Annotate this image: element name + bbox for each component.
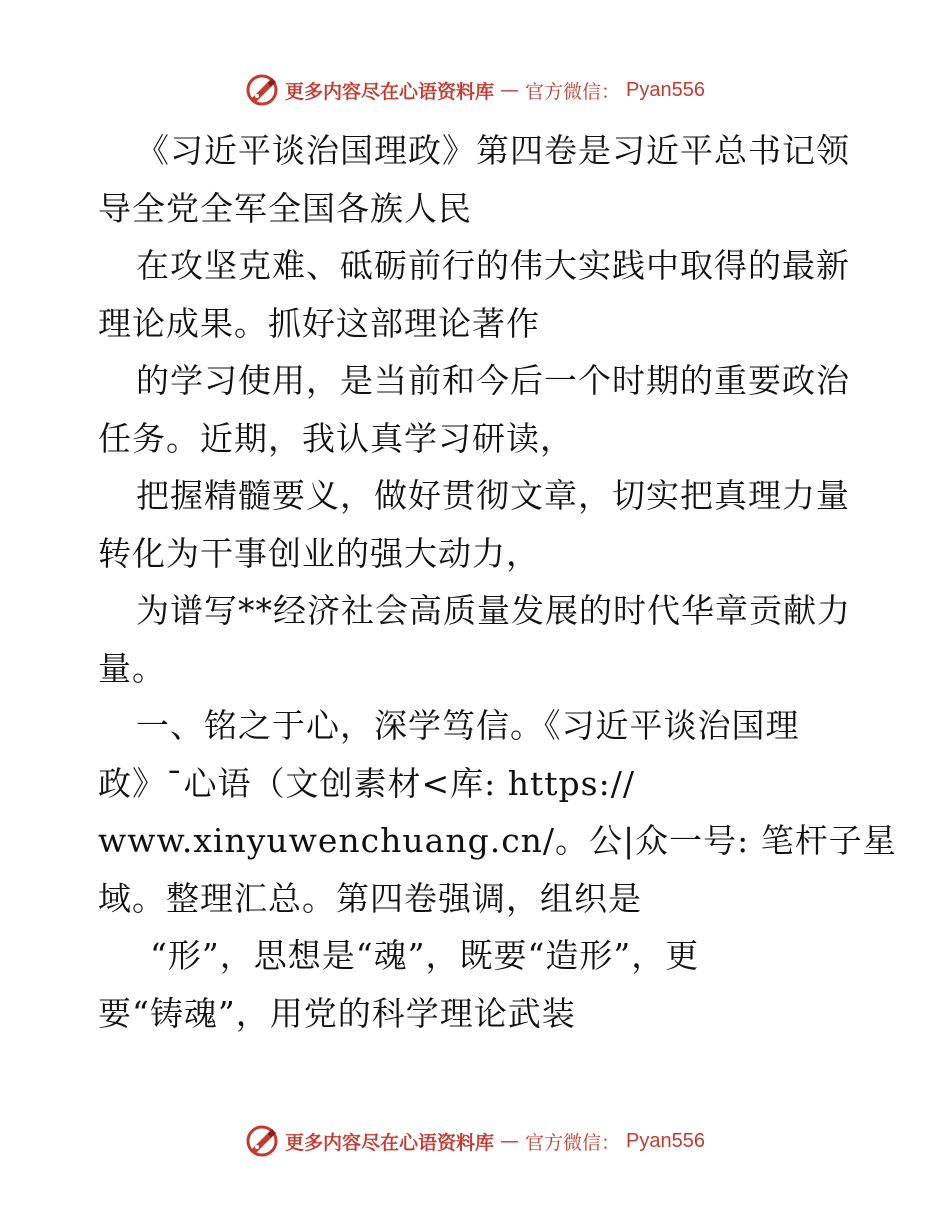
body-line: “形”，思想是“魂”，既要“造形”，更 (150, 936, 700, 975)
body-line: 政》¯心语（文创素材<库: https:// (98, 763, 635, 803)
watermark-wechat-id: Pyan556 (626, 78, 705, 101)
watermark-wechat-id: Pyan556 (626, 1129, 705, 1152)
body-line: 为谱写**经济社会高质量发展的时代华章贡献力 (136, 591, 851, 630)
body-line: 《习近平谈治国理政》第四卷是习近平总书记领 (136, 131, 850, 170)
watermark-label: 官方微信： (525, 1131, 621, 1154)
body-line: 的学习使用，是当前和今后一个时期的重要政治 (136, 361, 850, 400)
body-line: 转化为干事创业的强大动力， (98, 533, 540, 573)
body-line: 任务。近期，我认真学习研读， (98, 418, 574, 458)
watermark-label: 官方微信： (525, 80, 621, 103)
watermark-dash: — (500, 1130, 520, 1152)
body-line: 一、铭之于心，深学笃信。《习近平谈治国理 (136, 706, 800, 745)
body-line: 要“铸魂”，用党的科学理论武装 (98, 993, 576, 1033)
body-line-url: www.xinyuwenchuang.cn/。公|众一号: 笔杆子星 (98, 821, 897, 860)
body-line: 量。 (98, 648, 166, 688)
pen-logo-icon (245, 1124, 279, 1158)
watermark-dash: — (500, 79, 520, 101)
footer-watermark (0, 1121, 950, 1161)
body-line: 理论成果。抓好这部理论著作 (98, 303, 540, 343)
body-line: 把握精髓要义，做好贯彻文章，切实把真理力量 (136, 476, 850, 515)
body-line: 在攻坚克难、砥砺前行的伟大实践中取得的最新 (136, 246, 850, 285)
pen-logo-icon (245, 73, 279, 107)
body-line: 导全党全军全国各族人民 (98, 188, 472, 228)
watermark-site-text: 更多内容尽在心语资料库 (285, 80, 495, 103)
header-watermark (0, 70, 950, 110)
document-body (98, 122, 897, 1042)
body-line: 域。整理汇总。第四卷强调，组织是 (98, 878, 642, 918)
watermark-site-text: 更多内容尽在心语资料库 (285, 1131, 495, 1154)
